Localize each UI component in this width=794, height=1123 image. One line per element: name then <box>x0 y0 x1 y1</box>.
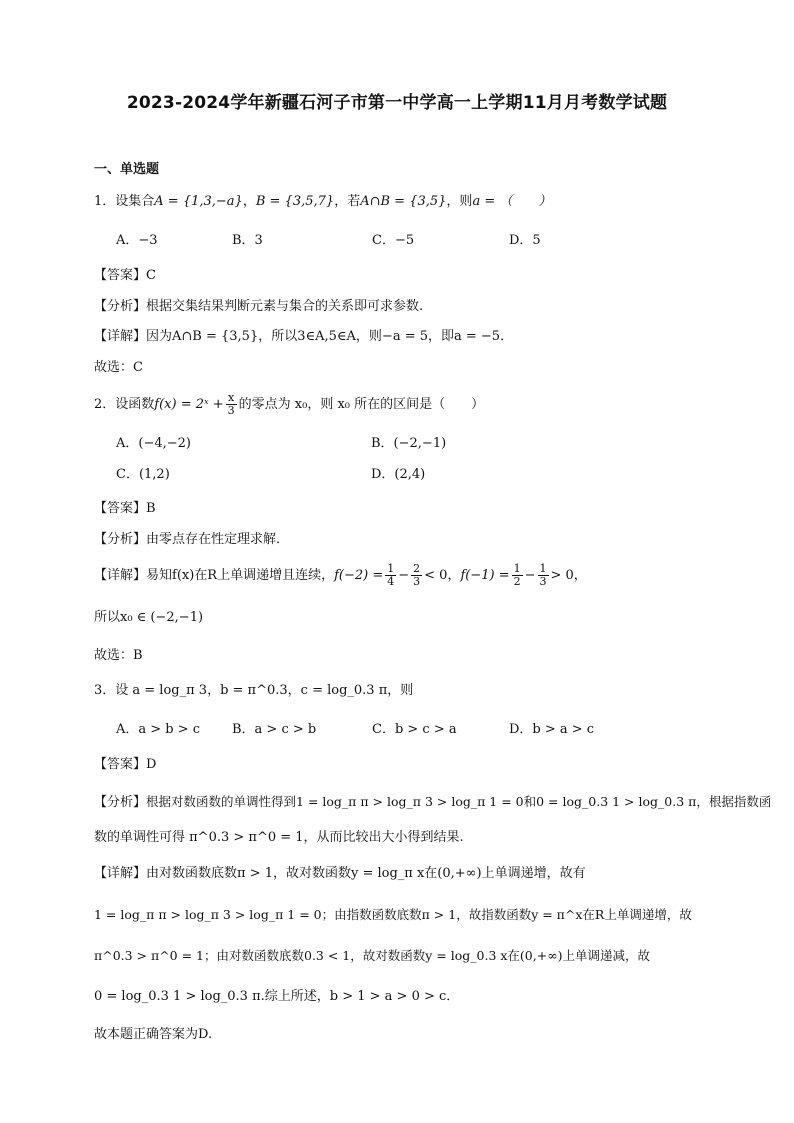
q2-option-b: B．(−2,−1) <box>371 436 447 451</box>
q3-option-c: C．b > c > a <box>372 722 457 737</box>
q3-option-a: A．a > b > c <box>116 722 201 737</box>
q3-analysis: 【分析】根据对数函数的单调性得到1 = log_π π > log_π 3 > log_π 1 = 0和0 = log_0.3 1 > log_0.3 π，根据指数函 <box>94 794 772 810</box>
q3-answer: 【答案】D <box>94 757 157 772</box>
q1-option-c: C．−5 <box>372 233 415 248</box>
q1-stem: 1．设集合A = {1,3,−a}，B = {3,5,7}，若A∩B = {3,5}，则a = （ ） <box>94 194 552 209</box>
q3-detail-line4: 0 = log_0.3 1 > log_0.3 π.综上所述，b > 1 > a > 0 > c． <box>94 989 460 1004</box>
q2-analysis: 【分析】由零点存在性定理求解． <box>94 532 290 547</box>
q1-option-d: D．5 <box>509 233 541 248</box>
q2-option-c: C．(1,2) <box>116 467 170 482</box>
q1-choose: 故选：C <box>94 360 143 375</box>
page-title: 2023-2024学年新疆石河子市第一中学高一上学期11月月考数学试题 <box>126 93 668 113</box>
q2-stem: 2．设函数f(x) = 2ˣ + $\frac{x}{3}$ 的零点为 x₀，则 x₀ 所在的区间是（ ） <box>94 391 485 417</box>
q2-answer: 【答案】B <box>94 501 156 516</box>
q1-answer: 【答案】C <box>94 268 156 283</box>
q2-detail-conclusion: 所以x₀ ∈ (−2,−1) <box>94 610 204 625</box>
q1-option-a: A．−3 <box>116 233 158 248</box>
q3-stem: 3．设 a = log_π 3，b = π^0.3，c = log_0.3 π，则 <box>94 683 414 698</box>
q1-detail: 【详解】因为A∩B = {3,5}，所以3∈A,5∈A，则−a = 5，即a = −5． <box>94 329 514 344</box>
q1-option-b: B．3 <box>232 233 263 248</box>
q2-fraction: $\frac{x}{3}$ <box>227 391 235 417</box>
q3-detail-line2: 1 = log_π π > log_π 3 > log_π 1 = 0；由指数函数底数π > 1，故指数函数y = π^x在R上单调递增，故 <box>94 907 692 922</box>
q3-option-d: D．b > a > c <box>509 722 595 737</box>
q1-analysis: 【分析】根据交集结果判断元素与集合的关系即可求参数. <box>94 299 424 314</box>
section-heading: 一、单选题 <box>94 162 160 177</box>
q2-option-d: D．(2,4) <box>371 467 426 482</box>
q2-choose: 故选：B <box>94 648 143 663</box>
q3-final: 故本题正确答案为D. <box>94 1027 213 1042</box>
q3-detail: 【详解】由对数函数底数π > 1，故对数函数y = log_π x在(0,+∞)上单调递增，故有 <box>94 866 586 881</box>
q3-option-b: B．a > c > b <box>232 722 317 737</box>
q3-analysis-cont: 数的单调性可得 π^0.3 > π^0 = 1，从而比较出大小得到结果. <box>94 830 464 845</box>
q2-detail: 【详解】易知f(x)在R上单调递增且连续，f(−2) = $\frac{1}{4}$ − $\frac{2}{3}$ < 0，f(−1) = $\frac{1}{2}$ − $\frac{1}{3}$ > 0， <box>94 562 587 588</box>
q3-detail-line3: π^0.3 > π^0 = 1；由对数函数底数0.3 < 1，故对数函数y = log_0.3 x在(0,+∞)上单调递减，故 <box>94 948 650 963</box>
q2-option-a: A．(−4,−2) <box>116 436 191 451</box>
